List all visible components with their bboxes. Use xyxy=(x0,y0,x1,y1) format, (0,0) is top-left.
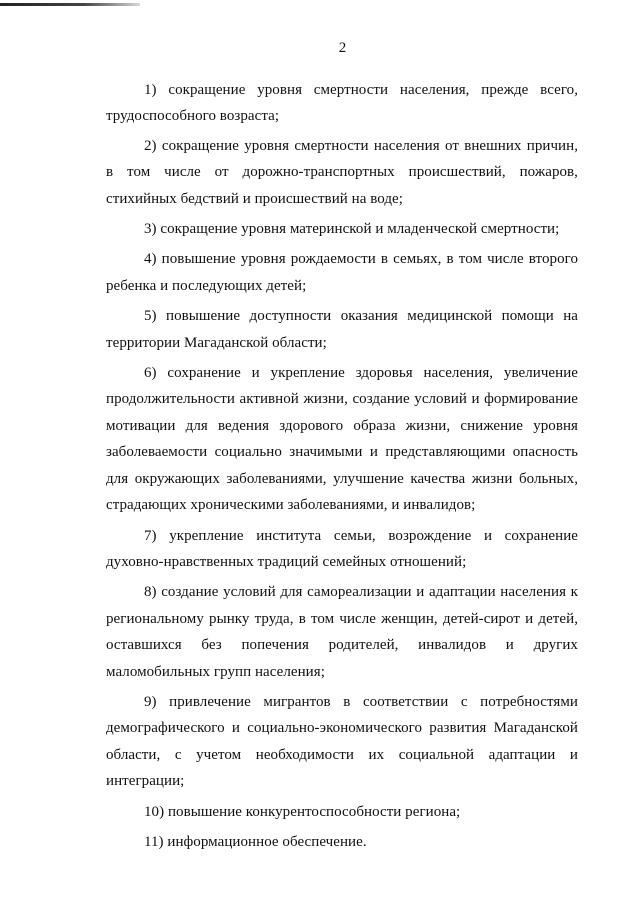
list-item-9: 9) привлечение мигрантов в соответствии с потребностями демографического и социально-экономического развития Магаданской области, с учетом необходимости их социальной адаптации и интеграции; xyxy=(106,693,578,790)
list-item-11: 11) информационное обеспечение. xyxy=(144,833,367,850)
list-item-8: 8) создание условий для самореализации и адаптации населения к региональному рынку труда, в том числе женщин, детей-сирот и детей, оставшихся без попечения родителей, инвалидов и других маломобильных групп населения; xyxy=(106,584,578,680)
list-item-7: 7) укрепление института семьи, возрождение и сохранение духовно-нравственных традиций семейных отношений; xyxy=(106,527,578,570)
list-item-10: 10) повышение конкурентоспособности региона; xyxy=(144,803,461,820)
page-number: 2 xyxy=(338,40,347,56)
list-item-5: 5) повышение доступности оказания медицинской помощи на территории Магаданской области; xyxy=(106,308,578,351)
list-item-2: 2) сокращение уровня смертности населения от внешних причин, в том числе от дорожно-транспортных происшествий, пожаров, стихийных бедствий и происшествий на воде; xyxy=(106,137,578,207)
scan-artifact-line xyxy=(0,3,140,6)
list-item-3: 3) сокращение уровня материнской и младенческой смертности; xyxy=(144,221,560,238)
document-body xyxy=(106,77,578,859)
list-item-6: 6) сохранение и укрепление здоровья населения, увеличение продолжительности активной жизни, создание условий и формирование мотивации для ведения здорового образа жизни, снижение уровня заболеваемости социально значимыми и представляющими опасность для окружающих заболеваниями, улучшение качества жизни больных, страдающих хроническими заболеваниями, и инвалидов; xyxy=(106,365,578,514)
list-item-4: 4) повышение уровня рождаемости в семьях, в том числе второго ребенка и последующих детей; xyxy=(106,251,578,294)
list-item-1: 1) сокращение уровня смертности населения, прежде всего, трудоспособного возраста; xyxy=(106,82,578,125)
